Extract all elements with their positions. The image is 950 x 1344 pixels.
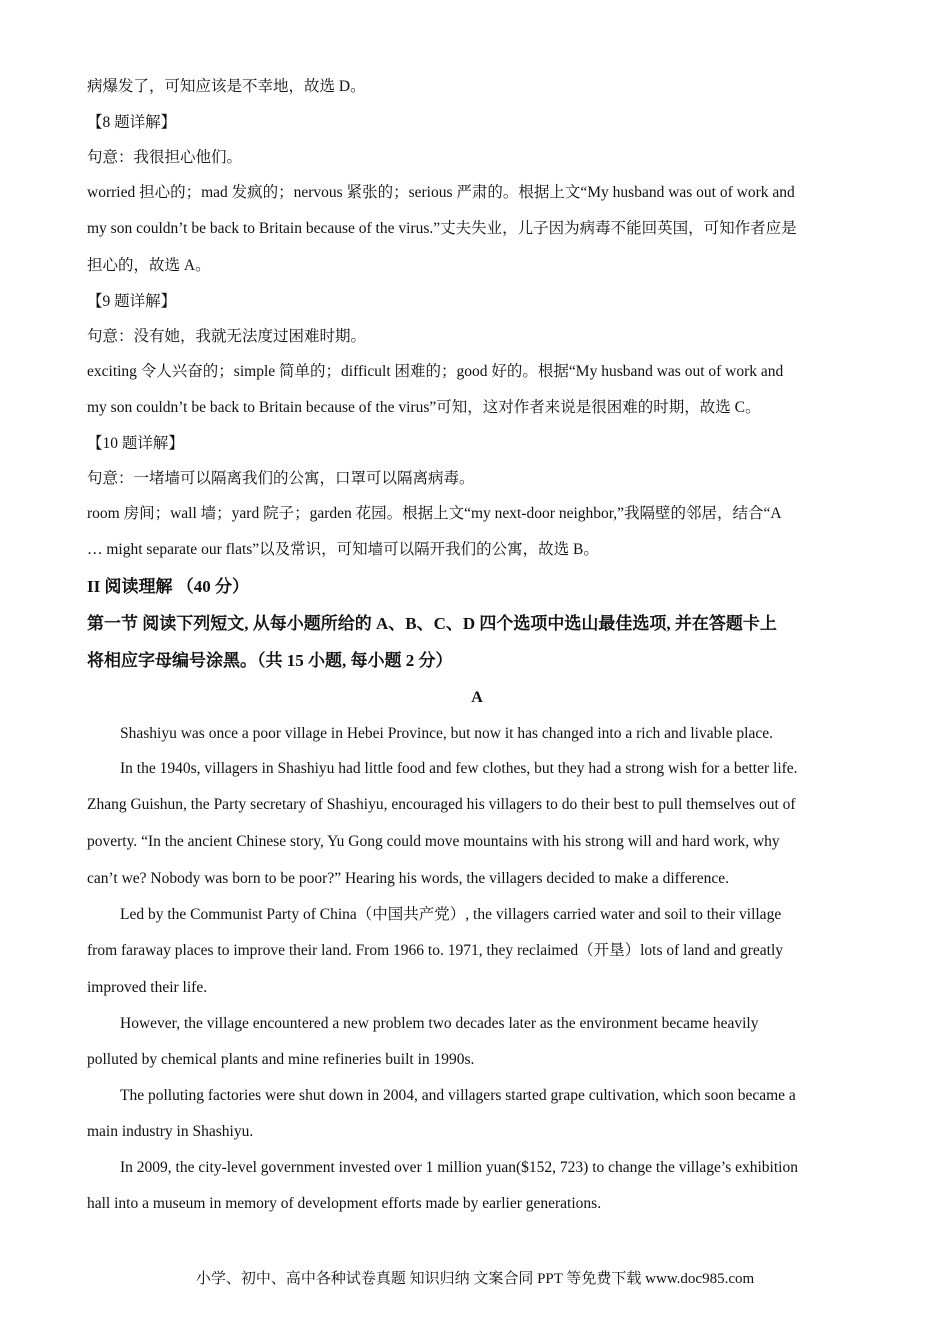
explanation-line: 句意：一堵墙可以隔离我们的公寓，口罩可以隔离病毒。 — [87, 470, 475, 487]
passage-line: In the 1940s, villagers in Shashiyu had little food and few clothes, but they had a strong wish for a better life. — [120, 760, 798, 777]
passage-line: The polluting factories were shut down in 2004, and villagers started grape cultivation, which soon became a — [120, 1087, 796, 1104]
explanation-line: 句意：我很担心他们。 — [87, 149, 243, 166]
explanation-line: room 房间；wall 墙；yard 院子；garden 花园。根据上文“my next-door neighbor,”我隔壁的邻居，结合“A — [87, 505, 782, 522]
passage-line: main industry in Shashiyu. — [87, 1123, 254, 1140]
passage-line: polluted by chemical plants and mine refineries built in 1990s. — [87, 1051, 475, 1068]
explanation-line: 担心的，故选 A。 — [87, 257, 211, 274]
explanation-line: 病爆发了，可知应该是不幸地，故选 D。 — [87, 78, 366, 95]
reading-passage — [87, 716, 867, 1222]
passage-line: Led by the Communist Party of China（中国共产党）, the villagers carried water and soil to their village — [120, 906, 782, 923]
passage-line: However, the village encountered a new problem two decades later as the environment became heavily — [120, 1015, 759, 1032]
section-instruction: 第一节 阅读下列短文, 从每小题所给的 A、B、C、D 四个选项中选山最佳选项, 并在答题卡上 — [87, 614, 777, 633]
passage-line: poverty. “In the ancient Chinese story, Yu Gong could move mountains with his strong will and hard work, why — [87, 833, 780, 850]
question-10-heading: 【10 题详解】 — [87, 435, 184, 452]
passage-line: can’t we? Nobody was born to be poor?” Hearing his words, the villagers decided to make a difference. — [87, 870, 730, 887]
question-8-heading: 【8 题详解】 — [87, 114, 177, 131]
passage-line: from faraway places to improve their land. From 1966 to. 1971, they reclaimed（开垦）lots of land and greatly — [87, 942, 784, 959]
explanation-line: worried 担心的；mad 发疯的；nervous 紧张的；serious 严肃的。根据上文“My husband was out of work and — [87, 184, 795, 201]
page-footer: 小学、初中、高中各种试卷真题 知识归纳 文案合同 PPT 等免费下载 www.doc985.com — [195, 1271, 755, 1287]
document-page — [87, 68, 867, 1222]
section-instruction: 将相应字母编号涂黑。（共 15 小题, 每小题 2 分） — [87, 651, 453, 670]
passage-line: Zhang Guishun, the Party secretary of Shashiyu, encouraged his villagers to do their best to pull themselves out of — [87, 796, 796, 813]
passage-line: In 2009, the city-level government invested over 1 million yuan($152, 723) to change the village’s exhibition — [120, 1159, 798, 1176]
passage-line: Shashiyu was once a poor village in Hebei Province, but now it has changed into a rich and livable place. — [120, 725, 773, 742]
explanation-line: exciting 令人兴奋的；simple 简单的；difficult 困难的；good 好的。根据“My husband was out of work and — [87, 363, 784, 380]
explanation-line: 句意：没有她，我就无法度过困难时期。 — [87, 328, 367, 345]
passage-line: hall into a museum in memory of development efforts made by earlier generations. — [87, 1195, 602, 1212]
answer-explanations — [87, 68, 867, 568]
question-9-heading: 【9 题详解】 — [87, 293, 177, 310]
passage-label: A — [471, 689, 483, 706]
section-title: II 阅读理解 （40 分） — [87, 577, 249, 596]
passage-line: improved their life. — [87, 979, 208, 996]
explanation-line: … might separate our flats”以及常识，可知墙可以隔开我们的公寓，故选 B。 — [87, 541, 599, 558]
explanation-line: my son couldn’t be back to Britain because of the virus.”丈夫失业，儿子因为病毒不能回英国，可知作者应是 — [87, 220, 797, 237]
explanation-line: my son couldn’t be back to Britain because of the virus”可知，这对作者来说是很困难的时期，故选 C。 — [87, 399, 761, 416]
